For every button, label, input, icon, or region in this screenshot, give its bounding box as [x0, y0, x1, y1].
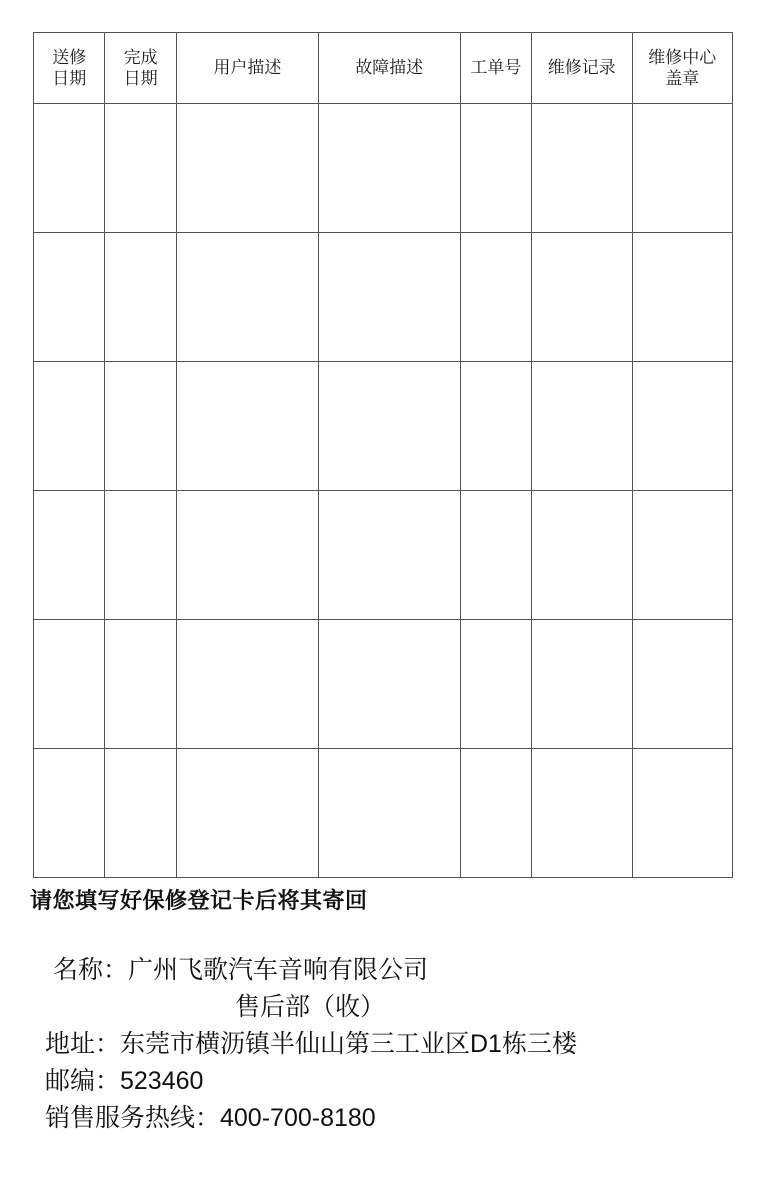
table-cell[interactable]	[176, 491, 318, 620]
table-cell[interactable]	[532, 362, 632, 491]
table-header	[34, 33, 733, 104]
table-row	[34, 104, 733, 233]
table-cell[interactable]	[632, 233, 732, 362]
department-line: 售后部（收）	[234, 993, 385, 1021]
table-cell[interactable]	[34, 233, 105, 362]
table-header-cell-fault-description	[318, 33, 460, 104]
header-line: 用户描述	[213, 58, 282, 78]
table-cell[interactable]	[460, 104, 531, 233]
table-cell[interactable]	[632, 362, 732, 491]
table-cell[interactable]	[532, 104, 632, 233]
table-header-cell-send-date	[34, 33, 105, 104]
table-cell[interactable]	[318, 233, 460, 362]
header-line: 维修中心	[648, 47, 717, 67]
hotline-line: 销售服务热线：400-700-8180	[45, 1104, 376, 1132]
header-line: 工单号	[470, 58, 522, 78]
table-cell[interactable]	[460, 362, 531, 491]
header-line: 故障描述	[355, 58, 424, 78]
table-header-row	[34, 33, 733, 104]
table-header-cell-service-center-stamp	[632, 33, 732, 104]
header-line: 盖章	[665, 69, 700, 88]
header-line: 日期	[123, 69, 158, 88]
table-row	[34, 749, 733, 878]
table-header-cell-complete-date	[105, 33, 176, 104]
table-cell[interactable]	[632, 620, 732, 749]
table-cell[interactable]	[460, 491, 531, 620]
table-cell[interactable]	[34, 362, 105, 491]
table-cell[interactable]	[532, 620, 632, 749]
table-cell[interactable]	[105, 104, 176, 233]
table-cell[interactable]	[105, 491, 176, 620]
table-cell[interactable]	[176, 620, 318, 749]
table-cell[interactable]	[318, 362, 460, 491]
table-row	[34, 491, 733, 620]
header-line: 完成	[123, 47, 158, 67]
table-header-cell-user-description	[176, 33, 318, 104]
table-cell[interactable]	[105, 362, 176, 491]
table-cell[interactable]	[532, 749, 632, 878]
table-cell[interactable]	[176, 104, 318, 233]
table-cell[interactable]	[532, 491, 632, 620]
table-row	[34, 620, 733, 749]
table-cell[interactable]	[34, 620, 105, 749]
table-row	[34, 233, 733, 362]
table-cell[interactable]	[105, 749, 176, 878]
table-cell[interactable]	[176, 749, 318, 878]
table-cell[interactable]	[34, 104, 105, 233]
table-cell[interactable]	[632, 491, 732, 620]
warranty-table-container	[33, 32, 733, 878]
table-cell[interactable]	[318, 104, 460, 233]
address-line: 地址：东莞市横沥镇半仙山第三工业区D1栋三楼	[45, 1030, 577, 1058]
table-header-cell-repair-record	[532, 33, 632, 104]
table-cell[interactable]	[34, 749, 105, 878]
table-cell[interactable]	[105, 620, 176, 749]
table-cell[interactable]	[632, 104, 732, 233]
table-cell[interactable]	[532, 233, 632, 362]
table-cell[interactable]	[460, 233, 531, 362]
table-cell[interactable]	[318, 749, 460, 878]
header-line: 送修	[52, 47, 87, 67]
table-cell[interactable]	[632, 749, 732, 878]
table-row	[34, 362, 733, 491]
table-cell[interactable]	[460, 620, 531, 749]
company-name-line: 名称：广州飞歌汽车音响有限公司	[53, 956, 429, 984]
header-line: 维修记录	[547, 58, 616, 78]
table-body	[34, 104, 733, 878]
table-cell[interactable]	[176, 362, 318, 491]
table-header-cell-work-order-no	[460, 33, 531, 104]
postcode-line: 邮编：523460	[45, 1067, 204, 1095]
table-cell[interactable]	[105, 233, 176, 362]
warranty-record-table	[33, 32, 733, 878]
mailing-instruction: 请您填写好保修登记卡后将其寄回	[30, 888, 368, 913]
table-cell[interactable]	[318, 620, 460, 749]
table-cell[interactable]	[34, 491, 105, 620]
header-line: 日期	[52, 69, 87, 88]
table-cell[interactable]	[176, 233, 318, 362]
contact-address-block	[45, 952, 755, 1137]
table-cell[interactable]	[318, 491, 460, 620]
table-cell[interactable]	[460, 749, 531, 878]
